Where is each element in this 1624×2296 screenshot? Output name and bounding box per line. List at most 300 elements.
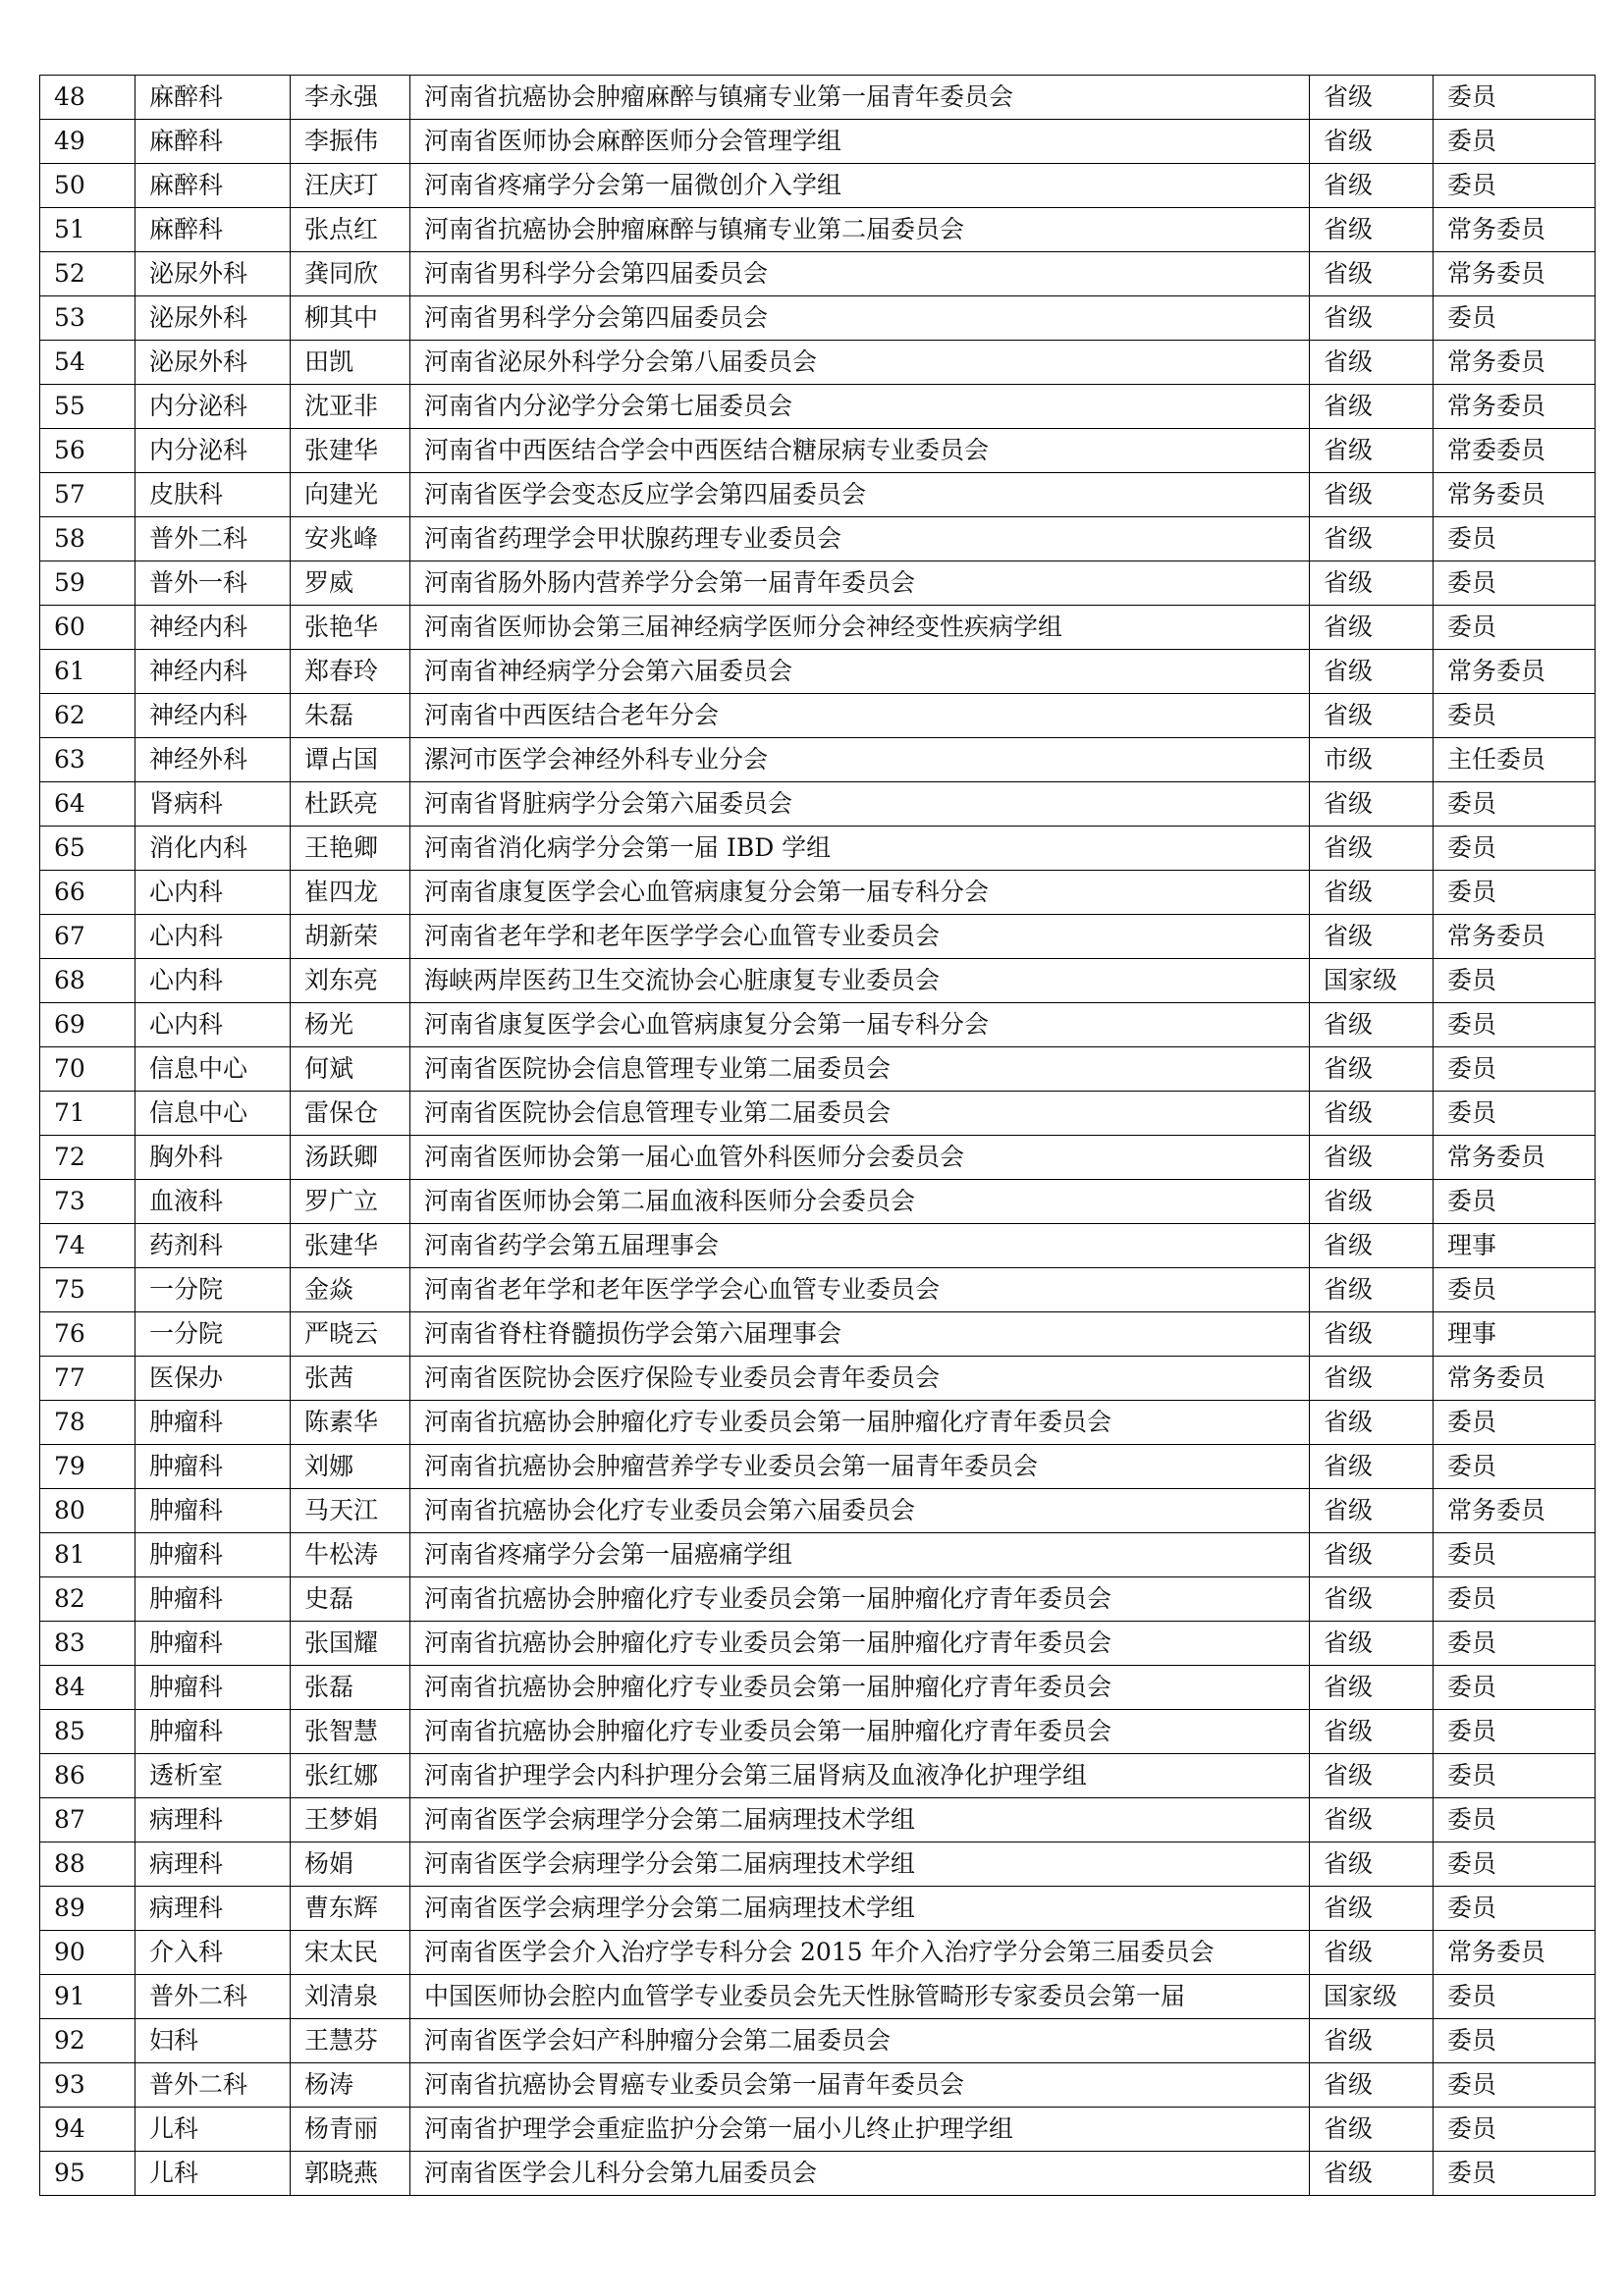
table-row [40, 827, 1596, 871]
level-cell: 省级 [1310, 561, 1434, 606]
table-row [40, 1622, 1596, 1666]
table-row [40, 1401, 1596, 1445]
row-number-cell: 49 [40, 120, 135, 164]
role-cell: 委员 [1434, 1666, 1596, 1710]
member-name-cell: 宋太民 [291, 1931, 410, 1975]
level-cell: 省级 [1310, 1136, 1434, 1180]
level-cell: 省级 [1310, 1357, 1434, 1401]
department-cell: 麻醉科 [135, 120, 291, 164]
level-cell: 省级 [1310, 1489, 1434, 1533]
member-name-cell: 王艳卿 [291, 827, 410, 871]
member-name-cell: 杨涛 [291, 2063, 410, 2108]
row-number-cell: 89 [40, 1887, 135, 1931]
level-cell: 省级 [1310, 1931, 1434, 1975]
department-cell: 麻醉科 [135, 208, 291, 252]
level-cell: 省级 [1310, 2063, 1434, 2108]
role-cell: 委员 [1434, 2152, 1596, 2196]
member-name-cell: 崔四龙 [291, 871, 410, 915]
level-cell: 省级 [1310, 1312, 1434, 1357]
role-cell: 委员 [1434, 1003, 1596, 1047]
level-cell: 省级 [1310, 208, 1434, 252]
row-number-cell: 93 [40, 2063, 135, 2108]
level-cell: 省级 [1310, 606, 1434, 650]
level-cell: 省级 [1310, 429, 1434, 473]
role-cell: 常务委员 [1434, 1931, 1596, 1975]
role-cell: 委员 [1434, 1180, 1596, 1224]
role-cell: 委员 [1434, 871, 1596, 915]
table-row [40, 1489, 1596, 1533]
department-cell: 心内科 [135, 959, 291, 1003]
level-cell: 省级 [1310, 1533, 1434, 1577]
level-cell: 省级 [1310, 2019, 1434, 2063]
organization-cell: 河南省护理学会重症监护分会第一届小儿终止护理学组 [410, 2108, 1310, 2152]
table-row [40, 1975, 1596, 2019]
department-cell: 普外一科 [135, 561, 291, 606]
row-number-cell: 61 [40, 650, 135, 694]
row-number-cell: 63 [40, 738, 135, 782]
department-cell: 心内科 [135, 915, 291, 959]
table-row [40, 517, 1596, 561]
row-number-cell: 48 [40, 76, 135, 120]
row-number-cell: 62 [40, 694, 135, 738]
organization-cell: 河南省男科学分会第四届委员会 [410, 296, 1310, 341]
department-cell: 消化内科 [135, 827, 291, 871]
role-cell: 常务委员 [1434, 208, 1596, 252]
department-cell: 心内科 [135, 1003, 291, 1047]
table-row [40, 1268, 1596, 1312]
role-cell: 常务委员 [1434, 650, 1596, 694]
role-cell: 常务委员 [1434, 1136, 1596, 1180]
organization-cell: 河南省中西医结合学会中西医结合糖尿病专业委员会 [410, 429, 1310, 473]
department-cell: 心内科 [135, 871, 291, 915]
row-number-cell: 76 [40, 1312, 135, 1357]
level-cell: 省级 [1310, 2108, 1434, 2152]
row-number-cell: 78 [40, 1401, 135, 1445]
organization-cell: 河南省药学会第五届理事会 [410, 1224, 1310, 1268]
level-cell: 省级 [1310, 1577, 1434, 1622]
row-number-cell: 84 [40, 1666, 135, 1710]
member-name-cell: 张建华 [291, 1224, 410, 1268]
department-cell: 一分院 [135, 1312, 291, 1357]
member-name-cell: 向建光 [291, 473, 410, 517]
organization-cell: 河南省医学会病理学分会第二届病理技术学组 [410, 1798, 1310, 1842]
table-row [40, 473, 1596, 517]
level-cell: 省级 [1310, 296, 1434, 341]
organization-cell: 河南省医院协会信息管理专业第二届委员会 [410, 1092, 1310, 1136]
table-row [40, 1710, 1596, 1754]
table-row [40, 1798, 1596, 1842]
department-cell: 神经内科 [135, 650, 291, 694]
table-body [40, 76, 1596, 2196]
row-number-cell: 71 [40, 1092, 135, 1136]
table-row [40, 959, 1596, 1003]
member-name-cell: 谭占国 [291, 738, 410, 782]
member-name-cell: 安兆峰 [291, 517, 410, 561]
role-cell: 委员 [1434, 1047, 1596, 1092]
role-cell: 主任委员 [1434, 738, 1596, 782]
organization-cell: 河南省康复医学会心血管病康复分会第一届专科分会 [410, 1003, 1310, 1047]
row-number-cell: 64 [40, 782, 135, 827]
table-row [40, 76, 1596, 120]
member-name-cell: 刘清泉 [291, 1975, 410, 2019]
member-name-cell: 杨娟 [291, 1842, 410, 1887]
department-cell: 肿瘤科 [135, 1710, 291, 1754]
row-number-cell: 79 [40, 1445, 135, 1489]
row-number-cell: 86 [40, 1754, 135, 1798]
organization-cell: 河南省医师协会麻醉医师分会管理学组 [410, 120, 1310, 164]
role-cell: 常务委员 [1434, 341, 1596, 385]
organization-cell: 河南省医院协会信息管理专业第二届委员会 [410, 1047, 1310, 1092]
level-cell: 省级 [1310, 1224, 1434, 1268]
member-name-cell: 严晓云 [291, 1312, 410, 1357]
row-number-cell: 75 [40, 1268, 135, 1312]
organization-cell: 河南省护理学会内科护理分会第三届肾病及血液净化护理学组 [410, 1754, 1310, 1798]
level-cell: 省级 [1310, 517, 1434, 561]
organization-cell: 河南省医学会儿科分会第九届委员会 [410, 2152, 1310, 2196]
level-cell: 省级 [1310, 1445, 1434, 1489]
table-row [40, 1754, 1596, 1798]
department-cell: 泌尿外科 [135, 341, 291, 385]
organization-cell: 河南省泌尿外科学分会第八届委员会 [410, 341, 1310, 385]
level-cell: 省级 [1310, 694, 1434, 738]
level-cell: 省级 [1310, 782, 1434, 827]
organization-cell: 河南省肠外肠内营养学分会第一届青年委员会 [410, 561, 1310, 606]
department-cell: 肾病科 [135, 782, 291, 827]
organization-cell: 河南省医师协会第二届血液科医师分会委员会 [410, 1180, 1310, 1224]
member-name-cell: 郭晓燕 [291, 2152, 410, 2196]
role-cell: 常务委员 [1434, 915, 1596, 959]
department-cell: 信息中心 [135, 1092, 291, 1136]
table-row [40, 385, 1596, 429]
table-row [40, 296, 1596, 341]
organization-cell: 河南省疼痛学分会第一届癌痛学组 [410, 1533, 1310, 1577]
role-cell: 理事 [1434, 1312, 1596, 1357]
member-name-cell: 雷保仓 [291, 1092, 410, 1136]
row-number-cell: 69 [40, 1003, 135, 1047]
organization-cell: 河南省抗癌协会肿瘤营养学专业委员会第一届青年委员会 [410, 1445, 1310, 1489]
member-name-cell: 沈亚非 [291, 385, 410, 429]
row-number-cell: 85 [40, 1710, 135, 1754]
member-name-cell: 汤跃卿 [291, 1136, 410, 1180]
row-number-cell: 57 [40, 473, 135, 517]
role-cell: 委员 [1434, 164, 1596, 208]
table-row [40, 606, 1596, 650]
table-row [40, 2063, 1596, 2108]
member-name-cell: 朱磊 [291, 694, 410, 738]
table-row [40, 650, 1596, 694]
organization-cell: 河南省肾脏病学分会第六届委员会 [410, 782, 1310, 827]
member-name-cell: 罗威 [291, 561, 410, 606]
department-cell: 神经内科 [135, 606, 291, 650]
level-cell: 省级 [1310, 120, 1434, 164]
row-number-cell: 56 [40, 429, 135, 473]
level-cell: 省级 [1310, 1622, 1434, 1666]
level-cell: 省级 [1310, 650, 1434, 694]
role-cell: 委员 [1434, 1975, 1596, 2019]
member-name-cell: 马天江 [291, 1489, 410, 1533]
table-row [40, 252, 1596, 296]
organization-cell: 河南省抗癌协会胃癌专业委员会第一届青年委员会 [410, 2063, 1310, 2108]
role-cell: 委员 [1434, 2019, 1596, 2063]
role-cell: 委员 [1434, 827, 1596, 871]
level-cell: 省级 [1310, 1887, 1434, 1931]
row-number-cell: 67 [40, 915, 135, 959]
row-number-cell: 72 [40, 1136, 135, 1180]
member-name-cell: 田凯 [291, 341, 410, 385]
member-name-cell: 罗广立 [291, 1180, 410, 1224]
row-number-cell: 51 [40, 208, 135, 252]
department-cell: 神经外科 [135, 738, 291, 782]
organization-cell: 中国医师协会腔内血管学专业委员会先天性脉管畸形专家委员会第一届 [410, 1975, 1310, 2019]
level-cell: 国家级 [1310, 1975, 1434, 2019]
row-number-cell: 90 [40, 1931, 135, 1975]
table-row [40, 2152, 1596, 2196]
role-cell: 委员 [1434, 1887, 1596, 1931]
level-cell: 省级 [1310, 1003, 1434, 1047]
role-cell: 委员 [1434, 76, 1596, 120]
role-cell: 委员 [1434, 296, 1596, 341]
level-cell: 省级 [1310, 1401, 1434, 1445]
member-name-cell: 张智慧 [291, 1710, 410, 1754]
row-number-cell: 91 [40, 1975, 135, 2019]
department-cell: 普外二科 [135, 517, 291, 561]
department-cell: 儿科 [135, 2108, 291, 2152]
organization-cell: 河南省男科学分会第四届委员会 [410, 252, 1310, 296]
department-cell: 介入科 [135, 1931, 291, 1975]
row-number-cell: 88 [40, 1842, 135, 1887]
level-cell: 省级 [1310, 1666, 1434, 1710]
table-row [40, 915, 1596, 959]
organization-cell: 河南省医师协会第三届神经病学医师分会神经变性疾病学组 [410, 606, 1310, 650]
role-cell: 委员 [1434, 1445, 1596, 1489]
department-cell: 病理科 [135, 1887, 291, 1931]
department-cell: 儿科 [135, 2152, 291, 2196]
table-row [40, 738, 1596, 782]
row-number-cell: 95 [40, 2152, 135, 2196]
table-row [40, 1003, 1596, 1047]
table-row [40, 429, 1596, 473]
table-row [40, 1357, 1596, 1401]
table-row [40, 1577, 1596, 1622]
table-row [40, 561, 1596, 606]
department-cell: 胸外科 [135, 1136, 291, 1180]
row-number-cell: 58 [40, 517, 135, 561]
member-name-cell: 史磊 [291, 1577, 410, 1622]
department-cell: 泌尿外科 [135, 252, 291, 296]
member-name-cell: 张点红 [291, 208, 410, 252]
table-row [40, 1887, 1596, 1931]
row-number-cell: 81 [40, 1533, 135, 1577]
member-name-cell: 王慧芬 [291, 2019, 410, 2063]
organization-cell: 河南省医院协会医疗保险专业委员会青年委员会 [410, 1357, 1310, 1401]
department-cell: 信息中心 [135, 1047, 291, 1092]
role-cell: 常务委员 [1434, 385, 1596, 429]
row-number-cell: 65 [40, 827, 135, 871]
member-name-cell: 郑春玲 [291, 650, 410, 694]
table-row [40, 120, 1596, 164]
organization-cell: 河南省抗癌协会肿瘤化疗专业委员会第一届肿瘤化疗青年委员会 [410, 1622, 1310, 1666]
row-number-cell: 60 [40, 606, 135, 650]
role-cell: 常务委员 [1434, 1489, 1596, 1533]
organization-cell: 河南省疼痛学分会第一届微创介入学组 [410, 164, 1310, 208]
department-cell: 肿瘤科 [135, 1533, 291, 1577]
role-cell: 委员 [1434, 1798, 1596, 1842]
role-cell: 委员 [1434, 782, 1596, 827]
level-cell: 省级 [1310, 76, 1434, 120]
level-cell: 省级 [1310, 1047, 1434, 1092]
role-cell: 委员 [1434, 2108, 1596, 2152]
department-cell: 肿瘤科 [135, 1445, 291, 1489]
level-cell: 省级 [1310, 164, 1434, 208]
organization-cell: 河南省医学会妇产科肿瘤分会第二届委员会 [410, 2019, 1310, 2063]
organization-cell: 河南省医学会病理学分会第二届病理技术学组 [410, 1887, 1310, 1931]
department-cell: 肿瘤科 [135, 1666, 291, 1710]
organization-cell: 河南省老年学和老年医学学会心血管专业委员会 [410, 915, 1310, 959]
role-cell: 委员 [1434, 517, 1596, 561]
department-cell: 一分院 [135, 1268, 291, 1312]
row-number-cell: 83 [40, 1622, 135, 1666]
level-cell: 省级 [1310, 1842, 1434, 1887]
level-cell: 省级 [1310, 2152, 1434, 2196]
organization-cell: 漯河市医学会神经外科专业分会 [410, 738, 1310, 782]
level-cell: 省级 [1310, 871, 1434, 915]
table-row [40, 164, 1596, 208]
role-cell: 委员 [1434, 1268, 1596, 1312]
level-cell: 市级 [1310, 738, 1434, 782]
role-cell: 委员 [1434, 561, 1596, 606]
department-cell: 病理科 [135, 1798, 291, 1842]
member-name-cell: 何斌 [291, 1047, 410, 1092]
member-name-cell: 杨光 [291, 1003, 410, 1047]
department-cell: 肿瘤科 [135, 1622, 291, 1666]
organization-cell: 河南省脊柱脊髓损伤学会第六届理事会 [410, 1312, 1310, 1357]
member-name-cell: 李永强 [291, 76, 410, 120]
level-cell: 省级 [1310, 1092, 1434, 1136]
organization-cell: 河南省医学会病理学分会第二届病理技术学组 [410, 1842, 1310, 1887]
member-name-cell: 李振伟 [291, 120, 410, 164]
organization-cell: 河南省医学会变态反应学会第四届委员会 [410, 473, 1310, 517]
table-row [40, 782, 1596, 827]
row-number-cell: 70 [40, 1047, 135, 1092]
department-cell: 透析室 [135, 1754, 291, 1798]
role-cell: 委员 [1434, 1754, 1596, 1798]
department-cell: 麻醉科 [135, 76, 291, 120]
member-name-cell: 汪庆玎 [291, 164, 410, 208]
department-cell: 普外二科 [135, 2063, 291, 2108]
organization-cell: 河南省内分泌学分会第七届委员会 [410, 385, 1310, 429]
level-cell: 省级 [1310, 1180, 1434, 1224]
department-cell: 内分泌科 [135, 429, 291, 473]
department-cell: 医保办 [135, 1357, 291, 1401]
table-row [40, 1931, 1596, 1975]
member-name-cell: 牛松涛 [291, 1533, 410, 1577]
member-name-cell: 张国耀 [291, 1622, 410, 1666]
member-name-cell: 胡新荣 [291, 915, 410, 959]
department-cell: 药剂科 [135, 1224, 291, 1268]
department-cell: 神经内科 [135, 694, 291, 738]
member-name-cell: 曹东辉 [291, 1887, 410, 1931]
table-row [40, 1445, 1596, 1489]
level-cell: 省级 [1310, 385, 1434, 429]
table-row [40, 1224, 1596, 1268]
level-cell: 省级 [1310, 827, 1434, 871]
table-row [40, 341, 1596, 385]
role-cell: 委员 [1434, 1622, 1596, 1666]
table-row [40, 1092, 1596, 1136]
member-name-cell: 金焱 [291, 1268, 410, 1312]
organization-cell: 河南省神经病学分会第六届委员会 [410, 650, 1310, 694]
table-row [40, 1842, 1596, 1887]
organization-cell: 河南省抗癌协会肿瘤化疗专业委员会第一届肿瘤化疗青年委员会 [410, 1710, 1310, 1754]
role-cell: 委员 [1434, 1577, 1596, 1622]
row-number-cell: 50 [40, 164, 135, 208]
table-row [40, 1666, 1596, 1710]
level-cell: 省级 [1310, 1798, 1434, 1842]
table-row [40, 1312, 1596, 1357]
row-number-cell: 77 [40, 1357, 135, 1401]
organization-cell: 河南省康复医学会心血管病康复分会第一届专科分会 [410, 871, 1310, 915]
member-name-cell: 张磊 [291, 1666, 410, 1710]
level-cell: 省级 [1310, 252, 1434, 296]
row-number-cell: 73 [40, 1180, 135, 1224]
row-number-cell: 82 [40, 1577, 135, 1622]
row-number-cell: 59 [40, 561, 135, 606]
level-cell: 省级 [1310, 341, 1434, 385]
role-cell: 委员 [1434, 606, 1596, 650]
department-cell: 内分泌科 [135, 385, 291, 429]
department-cell: 泌尿外科 [135, 296, 291, 341]
row-number-cell: 52 [40, 252, 135, 296]
member-name-cell: 陈素华 [291, 1401, 410, 1445]
role-cell: 理事 [1434, 1224, 1596, 1268]
department-cell: 麻醉科 [135, 164, 291, 208]
organization-cell: 河南省药理学会甲状腺药理专业委员会 [410, 517, 1310, 561]
organization-cell: 河南省抗癌协会肿瘤化疗专业委员会第一届肿瘤化疗青年委员会 [410, 1401, 1310, 1445]
level-cell: 省级 [1310, 915, 1434, 959]
row-number-cell: 80 [40, 1489, 135, 1533]
row-number-cell: 66 [40, 871, 135, 915]
row-number-cell: 92 [40, 2019, 135, 2063]
member-name-cell: 杨青丽 [291, 2108, 410, 2152]
role-cell: 委员 [1434, 694, 1596, 738]
organization-cell: 河南省老年学和老年医学学会心血管专业委员会 [410, 1268, 1310, 1312]
role-cell: 委员 [1434, 120, 1596, 164]
table-row [40, 1533, 1596, 1577]
role-cell: 委员 [1434, 1710, 1596, 1754]
department-cell: 妇科 [135, 2019, 291, 2063]
member-name-cell: 刘东亮 [291, 959, 410, 1003]
department-cell: 肿瘤科 [135, 1401, 291, 1445]
level-cell: 国家级 [1310, 959, 1434, 1003]
department-cell: 血液科 [135, 1180, 291, 1224]
table-row [40, 694, 1596, 738]
role-cell: 委员 [1434, 1533, 1596, 1577]
organization-cell: 河南省抗癌协会肿瘤化疗专业委员会第一届肿瘤化疗青年委员会 [410, 1577, 1310, 1622]
organization-cell: 河南省抗癌协会化疗专业委员会第六届委员会 [410, 1489, 1310, 1533]
table-row [40, 1047, 1596, 1092]
member-name-cell: 张红娜 [291, 1754, 410, 1798]
department-cell: 皮肤科 [135, 473, 291, 517]
member-name-cell: 张建华 [291, 429, 410, 473]
role-cell: 委员 [1434, 959, 1596, 1003]
organization-cell: 河南省消化病学分会第一届 IBD 学组 [410, 827, 1310, 871]
table-row [40, 208, 1596, 252]
organization-cell: 河南省中西医结合老年分会 [410, 694, 1310, 738]
level-cell: 省级 [1310, 1754, 1434, 1798]
role-cell: 委员 [1434, 1401, 1596, 1445]
level-cell: 省级 [1310, 1710, 1434, 1754]
member-name-cell: 张艳华 [291, 606, 410, 650]
